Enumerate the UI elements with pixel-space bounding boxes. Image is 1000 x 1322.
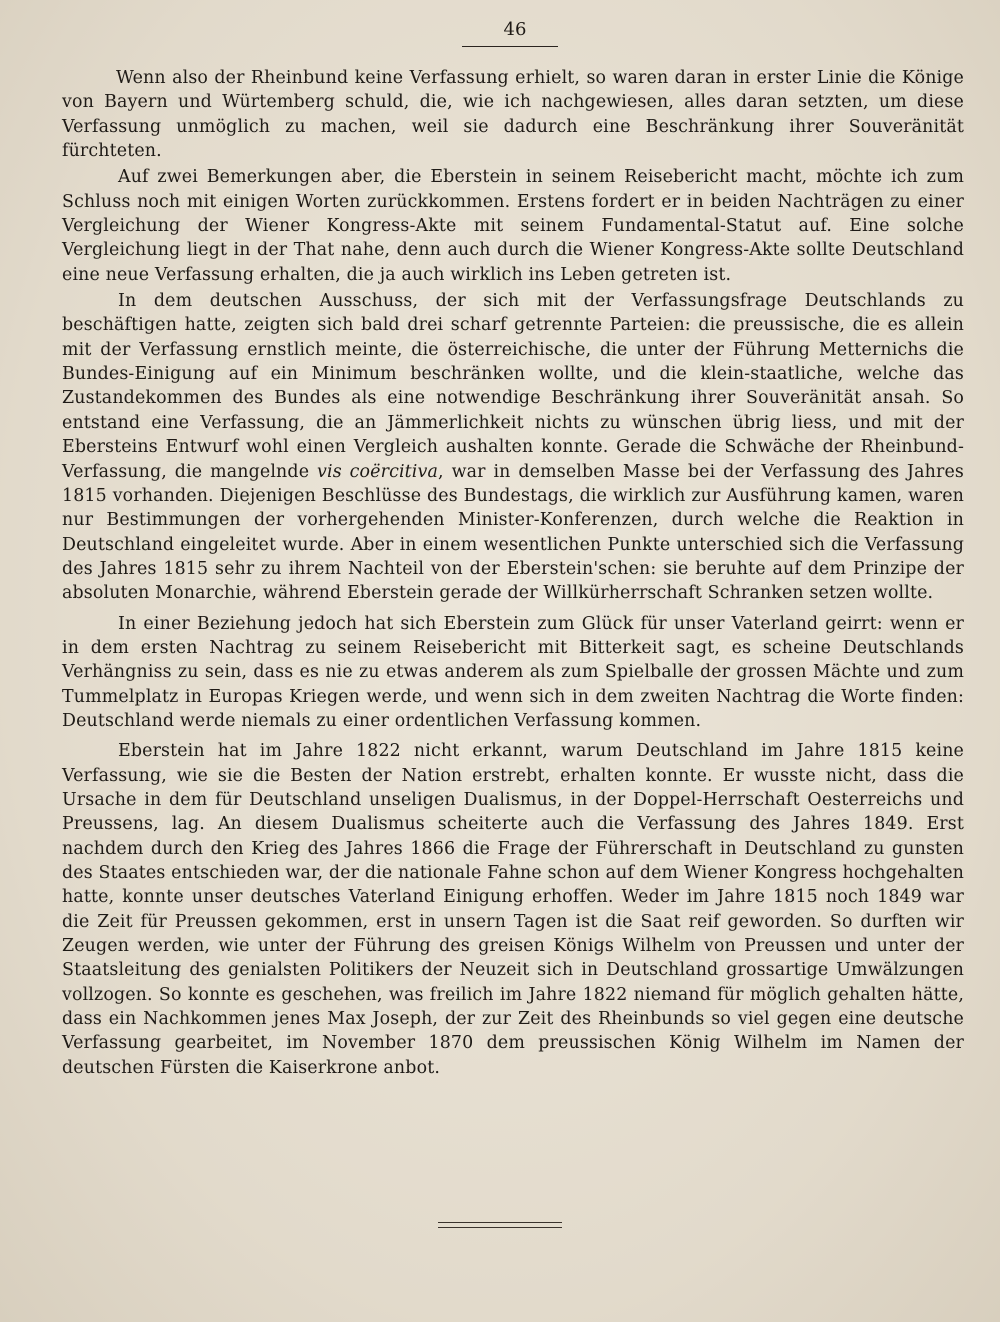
paragraph-1: Wenn also der Rheinbund keine Verfassung erhielt, so waren daran in erster Linie die Könige von Bayern und Würtemberg schuld, die, wie ich nachgewiesen, alles daran setzten, um diese Verfassung unmöglich zu machen, weil sie dadurch eine Beschränkung ihrer Souveränität fürchteten.: [62, 68, 964, 162]
page-number: 46: [503, 19, 527, 40]
body-text: [62, 66, 964, 1080]
paragraph-3: [62, 289, 964, 605]
end-rule: [438, 1222, 562, 1228]
latin-phrase: vis coërcitiva: [317, 461, 439, 482]
paragraph-4: In einer Beziehung jedoch hat sich Eberstein zum Glück für unser Vaterland geirrt: wenn er in dem ersten Nachtrag zu seinem Reisebericht mit Bitterkeit sagt, es scheine Deutschlands Verhängniss zu sein, dass es nie zu etwas anderem als zum Spielballe der grossen Mächte und zum Tummelplatz in Europas Kriegen werde, und wenn sich in dem zweiten Nachtrag die Worte finden: Deutschland werde niemals zu einer ordentlichen Verfassung kommen.: [62, 613, 964, 731]
paragraph-3-part-1: In dem deutschen Ausschuss, der sich mit der Verfassungsfrage Deutschlands zu beschäftigen hatte, zeigten sich bald drei scharf getrennte Parteien: die preussische, die es allein mit der Verfassung ernstlich meinte, die österreichische, die unter der Führung Metternichs die Bundes-Einigung auf ein Minimum beschränken wollte, und die klein-staatliche, welche das Zustandekommen des Bundes als eine notwendige Beschränkung ihrer Souveränität ansah. So entstand eine Verfassung, die an Jämmerlichkeit nichts zu wünschen übrig liess, und mit der Ebersteins Entwurf wohl einen Vergleich aushalten konnte. Gerade die Schwäche der Rheinbund-Verfassung, die mangelnde: [62, 291, 964, 482]
paragraph-2: Auf zwei Bemerkungen aber, die Eberstein in seinem Reisebericht macht, möchte ich zum Schluss noch mit einigen Worten zurückkommen. Erstens fordert er in beiden Nachträgen zu einer Vergleichung der Wiener Kongress-Akte mit seinem Fundamental-Statut auf. Eine solche Vergleichung liegt in der That nahe, denn auch durch die Wiener Kongress-Akte sollte Deutschland eine neue Verfassung erhalten, die ja auch wirklich ins Leben getreten ist.: [62, 167, 964, 285]
page-number-rule: [462, 46, 558, 47]
paragraph-5: Eberstein hat im Jahre 1822 nicht erkannt, warum Deutschland im Jahre 1815 keine Verfassung, wie sie die Besten der Nation erstrebt, erhalten konnte. Er wusste nicht, dass die Ursache in dem für Deutschland unseligen Dualismus, in der Doppel-Herrschaft Oesterreichs und Preussens, lag. An diesem Dualismus scheiterte auch die Verfassung des Jahres 1849. Erst nachdem durch den Krieg des Jahres 1866 die Frage der Führerschaft in Deutschland zu gunsten des Staates entschieden war, der die nationale Fahne schon auf dem Wiener Kongress hochgehalten hatte, konnte unser deutsches Vaterland Einigung erhoffen. Weder im Jahre 1815 noch 1849 war die Zeit für Preussen gekommen, erst in unsern Tagen ist die Saat reif geworden. So durften wir Zeugen werden, wie unter der Führung des greisen Königs Wilhelm von Preussen und unter der Staatsleitung des genialsten Politikers der Neuzeit sich in Deutschland grossartige Umwälzungen vollzogen. So konnte es geschehen, was freilich im Jahre 1822 niemand für möglich gehalten hätte, dass ein Nachkommen jenes Max Joseph, der zur Zeit des Rheinbunds so viel gegen eine deutsche Verfassung gearbeitet, im November 1870 dem preussischen König Wilhelm im Namen der deutschen Fürsten die Kaiserkrone anbot.: [62, 741, 964, 1078]
paragraph-3-part-2: , war in demselben Masse bei der Verfassung des Jahres 1815 vorhanden. Diejenigen Beschlüsse des Bundestags, die wirklich zur Ausführung kamen, waren nur Bestimmungen der vorhergehenden Minister-Konferenzen, durch welche die Reaktion in Deutschland eingeleitet wurde. Aber in einem wesentlichen Punkte unterschied sich die Verfassung des Jahres 1815 sehr zu ihrem Nachteil von der Eberstein'schen: sie beruhte auf dem Prinzipe der absoluten Monarchie, während Eberstein gerade der Willkürherrschaft Schranken setzen wollte.: [62, 461, 964, 604]
